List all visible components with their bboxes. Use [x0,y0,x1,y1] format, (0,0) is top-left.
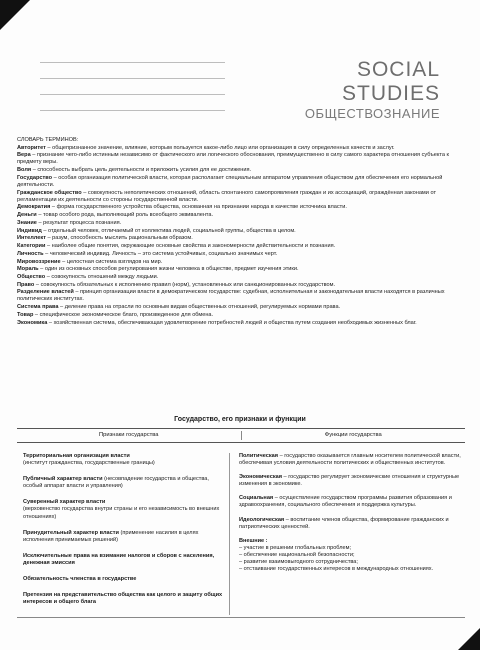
write-line [40,62,225,63]
glossary-term: Система права [17,304,59,311]
state-function-cell [239,453,461,467]
glossary-entry [17,312,465,319]
glossary-term: Право [17,281,35,288]
glossary-entry [17,259,465,266]
glossary-definition: – специфическое экономическое благо, произведенное для обмена. [33,311,214,318]
column-header-functions: Функции государства [324,432,382,438]
glossary-term: Разделение властей [17,289,74,296]
glossary-list [17,145,465,327]
signs-column [17,453,229,615]
glossary-entry [17,152,465,166]
glossary-entry [17,190,465,204]
glossary-term: Интеллект [17,235,46,242]
external-function-item: – отстаивание государственных интересов в международных отношениях. [239,566,434,573]
glossary-term: Категории [17,243,46,250]
glossary-entry [17,320,465,327]
glossary-term: Государство [17,174,53,181]
state-sign-detail: (институт гражданства, государственные границы) [23,460,155,467]
glossary-entry [17,274,465,281]
state-function-detail: – осуществление государством программы развития образования и здравоохранения, социального обеспечения и поддержка культуры. [239,495,452,509]
title-subtitle: ОБЩЕСТВОЗНАНИЕ [304,106,440,121]
cover-title [305,58,440,122]
state-sign-name: Обязательность членства в государстве [23,576,137,583]
state-table [17,428,465,615]
glossary-entry [17,175,465,189]
glossary-heading: СЛОВАРЬ ТЕРМИНОВ: [17,137,79,143]
glossary-entry [17,235,465,242]
glossary-term: Вера [17,152,31,159]
glossary-term: Гражданское общество [17,189,82,196]
external-function-item: – участие в решении глобальных проблем; [239,544,352,551]
state-function-cell [239,474,461,488]
glossary-term: Товар [17,311,34,318]
glossary-definition: – форма государственного устройства общества, основанная на признании народа в качестве источника власти. [50,204,347,211]
glossary-term: Индивид [17,227,42,234]
glossary-definition: – совокупность отношений между людьми. [45,273,159,280]
glossary [17,137,465,327]
functions-column [239,453,461,615]
glossary-definition: – деление права на отрасли по основным видам общественных отношений, регулируемых нормами права. [58,304,341,311]
glossary-entry [17,289,465,303]
glossary-term: Воля [17,167,32,174]
state-sign-cell [23,576,229,583]
name-write-lines [40,62,225,126]
glossary-term: Знание [17,219,37,226]
glossary-definition: – хозяйственная система, обеспечивающая удовлетворение потребностей людей и общества путем создания необходимых жизненных благ. [47,319,417,326]
glossary-term: Мировоззрение [17,258,61,265]
glossary-entry [17,212,465,219]
state-sign-cell [23,592,229,606]
external-function-item: – развитие взаимовыгодного сотрудничества; [239,559,358,566]
state-sign-name: Суверенный характер власти [23,499,106,506]
state-function-name: Политическая [239,453,279,459]
external-heading: Внешние : [239,537,268,544]
glossary-definition: – результат процесса познания. [36,219,122,226]
glossary-term: Демократия [17,204,51,211]
write-line [40,110,225,111]
glossary-entry [17,145,465,152]
corner-mark-top-left [0,0,30,30]
state-sign-detail: (несовпадение государства и общества, особый аппарат власти и управления) [23,476,209,490]
glossary-term: Личность [17,250,44,257]
glossary-entry [17,167,465,174]
state-sign-cell [23,453,229,467]
state-function-detail: – воспитание членов общества, формирование гражданских и патриотических ценностей. [239,516,449,530]
glossary-definition: – отдельный человек, отличаемый от коллектива людей, социальной группы, общества в целом. [41,227,296,234]
glossary-entry [17,220,465,227]
state-function-detail: – государство регулирует экономические отношения и структурные изменения в экономике. [239,474,460,488]
glossary-definition: – совокупность неполитических отношений, область спонтанного самопроявления граждан и их ассоциаций, ограждённая законами от регламентации их деятельности со стороны государственной власти. [17,189,437,203]
glossary-entry [17,204,465,211]
state-sign-name: Исключительные права на взимание налогов и сборов с населения, денежная эмиссия [23,552,215,566]
glossary-definition: – общепризнанное значение, влияние, которым пользуется какое-либо лицо или организация в силу определенных качеств и заслуг. [45,144,395,151]
table-header [17,428,465,443]
state-sign-cell [23,553,229,567]
glossary-definition: – товар особого рода, выполняющий роль всеобщего эквивалента. [36,212,214,219]
state-function-name: Социальная [239,495,274,502]
glossary-entry [17,266,465,273]
state-sign-name: Территориальная организация власти [23,453,130,459]
state-sign-detail: (верховенство государства внутри страны и его независимость во внешних отношениях) [23,506,220,520]
glossary-definition: – признание чего-либо истинным независимо от фактического или логического обоснования, преимущественно в силу самого характера отношения субъекта к предмету веры. [17,152,449,166]
glossary-definition: – один из основных способов регулирования жизни человека в обществе, предмет изучения этики. [38,266,299,273]
state-function-name: Экономическая [239,474,282,481]
column-header-signs: Признаки государства [98,432,159,438]
glossary-term: Общество [17,273,46,280]
glossary-term: Деньги [17,212,37,219]
glossary-definition: – особая организация политической власти, которая располагает специальным аппаратом управления обществом для обеспечения его нормальной деятельности. [17,174,443,188]
glossary-definition: – принцип организации власти в демократическом государстве: судебная, исполнительная и законодательная власти находятся в различных политических институтах. [17,289,445,303]
column-divider [229,453,230,615]
state-sign-detail: (применение насилия в целях исполнения принимаемых решений) [23,529,199,543]
glossary-definition: – способность выбрать цель деятельности и приложить усилия для ее достижения. [31,167,252,174]
glossary-definition: – наиболее общие понятия, окружающие основные свойства и закономерности действительности и познания. [45,243,336,250]
state-sign-name: Претензия на представительство общества как целого и защиту общих интересов и общего блага [23,592,223,606]
state-sign-name: Публичный характер власти [23,476,103,483]
glossary-definition: – совокупность обязательных к исполнению правил (норм), установленных или санкционированных государством. [34,281,336,288]
state-sign-name: Принудительный характер власти [23,529,119,536]
state-function-name: Идеологическая [239,516,285,523]
glossary-entry [17,282,465,289]
write-line [40,78,225,79]
glossary-term: Мораль [17,266,39,273]
state-sign-cell [23,499,229,520]
external-function-item: – обеспечение национальной безопасности; [239,551,355,558]
bottom-rule [17,617,465,618]
state-function-cell [239,517,461,531]
table-title: Государство, его признаки и функции [174,416,306,423]
glossary-definition: – человеческий индивид. Личность – это система устойчивых, социально значимых черт. [43,250,278,257]
write-line [40,94,225,95]
glossary-term: Экономика [17,319,48,326]
glossary-definition: – разум, способность мыслить рациональным образом. [45,235,193,242]
glossary-definition: – целостная система взглядов на мир. [60,258,163,265]
state-sign-cell [23,476,229,490]
state-function-cell [239,495,461,509]
title-line-2: STUDIES [341,82,440,105]
glossary-term: Авторитет [17,144,46,151]
state-sign-cell [23,530,229,544]
glossary-entry [17,304,465,311]
glossary-entry [17,228,465,235]
glossary-entry [17,243,465,250]
table-body [17,453,465,615]
corner-mark-bottom-right [458,628,480,650]
state-function-detail: – государство оказывается главным носителем политической власти, обеспечивая условия деятельности политических и общественных институтов. [239,453,461,467]
external-functions [239,538,461,573]
title-line-1: SOCIAL [356,58,440,81]
glossary-entry [17,251,465,258]
